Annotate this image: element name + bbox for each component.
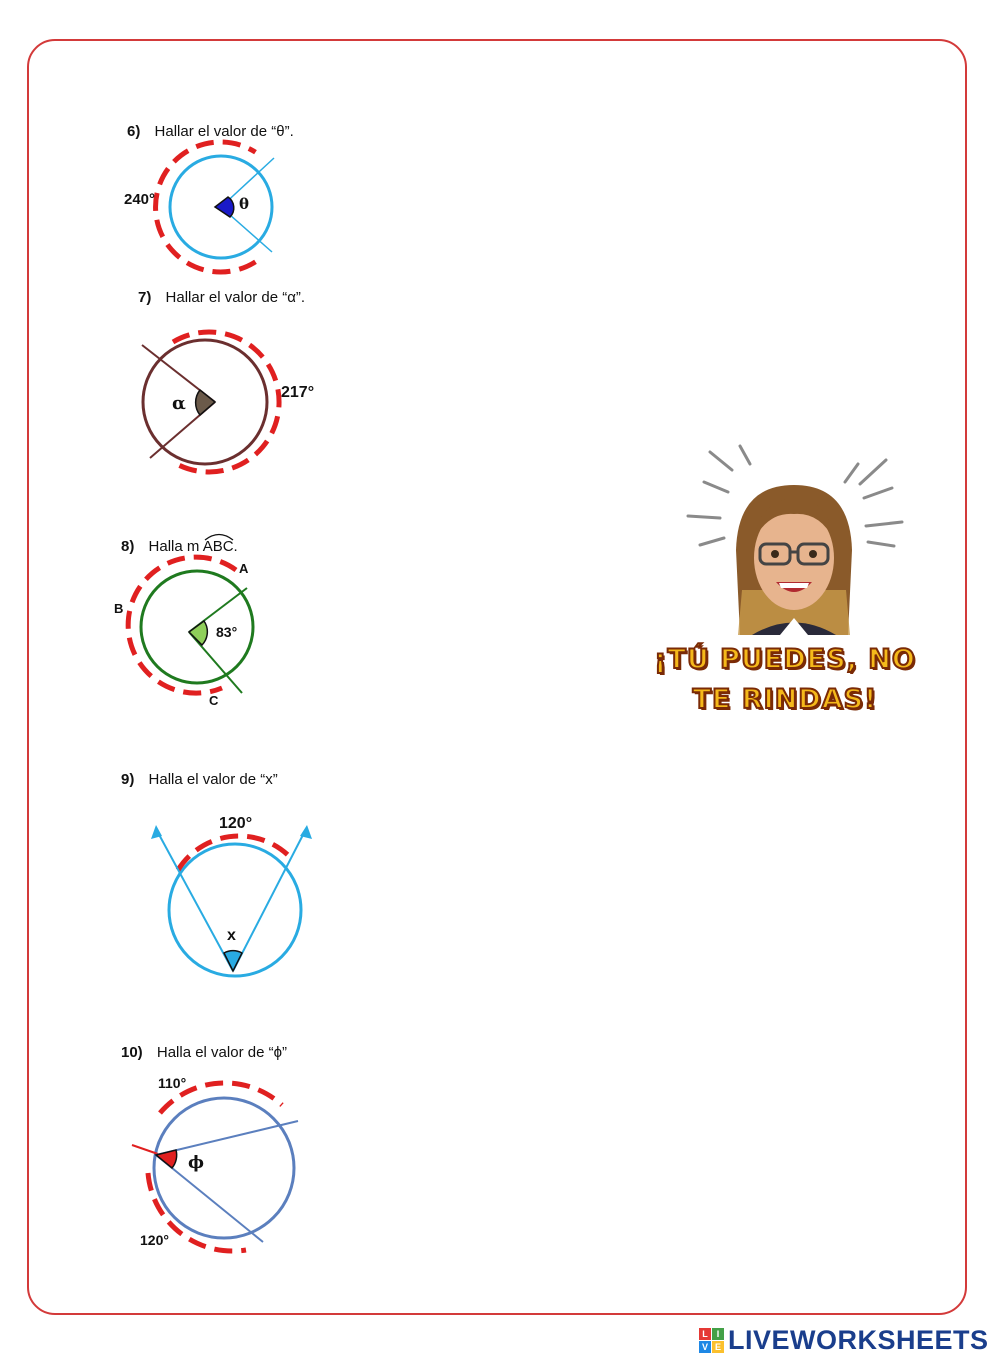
arc-top-label: 110° [158, 1075, 187, 1091]
avatar-illustration [680, 440, 910, 650]
question-number: 10) [121, 1044, 143, 1061]
angle-label: α [172, 393, 186, 414]
ray [156, 829, 233, 971]
point-a-label: A [239, 561, 249, 576]
arc-name: ABC [203, 538, 234, 555]
circle [154, 1098, 294, 1238]
slogan-line-2: TE RINDAS! [692, 684, 878, 715]
eye [771, 550, 779, 558]
ray [132, 1145, 158, 1154]
question-number: 9) [121, 771, 135, 788]
figure-q7 [130, 320, 290, 480]
angle-marker [189, 621, 207, 645]
angle-marker [156, 1150, 177, 1168]
dashed-arc [173, 332, 279, 472]
figure-q10 [120, 1075, 310, 1255]
ray [156, 1121, 298, 1155]
arc-label: 120° [219, 815, 253, 832]
question-text: Hallar el valor de “θ”. [154, 123, 294, 140]
angle-label: x [227, 927, 236, 944]
question-8: 8) Halla m ABC . [121, 538, 238, 555]
arc-symbol [203, 531, 235, 541]
question-10 [121, 1044, 287, 1061]
liveworksheets-logo-icon: L I V E [699, 1328, 725, 1354]
figure-q9 [140, 815, 330, 985]
question-text: Halla el valor de “ϕ” [156, 1044, 287, 1061]
question-number: 6) [127, 123, 141, 140]
figure-q6 [100, 140, 300, 280]
point-b-label: B [114, 601, 124, 616]
angle-label: ϕ [188, 1153, 205, 1173]
angle-marker [196, 390, 215, 415]
liveworksheets-brand: LIVEWORKSHEETS [728, 1325, 989, 1355]
question-text-prefix: Halla m [148, 538, 203, 555]
question-9 [121, 771, 278, 788]
question-6 [127, 123, 294, 140]
angle-label: θ [239, 195, 250, 213]
question-number: 8) [121, 538, 135, 555]
angle-marker [215, 197, 234, 217]
question-text: Hallar el valor de “α”. [165, 289, 306, 306]
question-7 [138, 289, 305, 306]
slogan-line-1: ¡TÚ PUEDES, NO [654, 644, 916, 675]
arc-label: 240° [124, 191, 156, 208]
figure-q8 [120, 555, 260, 700]
point-c-label: C [209, 693, 219, 708]
arc-label: 217° [281, 384, 315, 401]
dashed-arc [178, 836, 290, 870]
question-text: Halla el valor de “x” [148, 771, 278, 788]
angle-label: 83° [216, 624, 238, 640]
ray [233, 829, 306, 971]
motivational-slogan [650, 640, 920, 720]
eye [809, 550, 817, 558]
arc-bottom-label: 120° [140, 1232, 169, 1248]
question-number: 7) [138, 289, 152, 306]
